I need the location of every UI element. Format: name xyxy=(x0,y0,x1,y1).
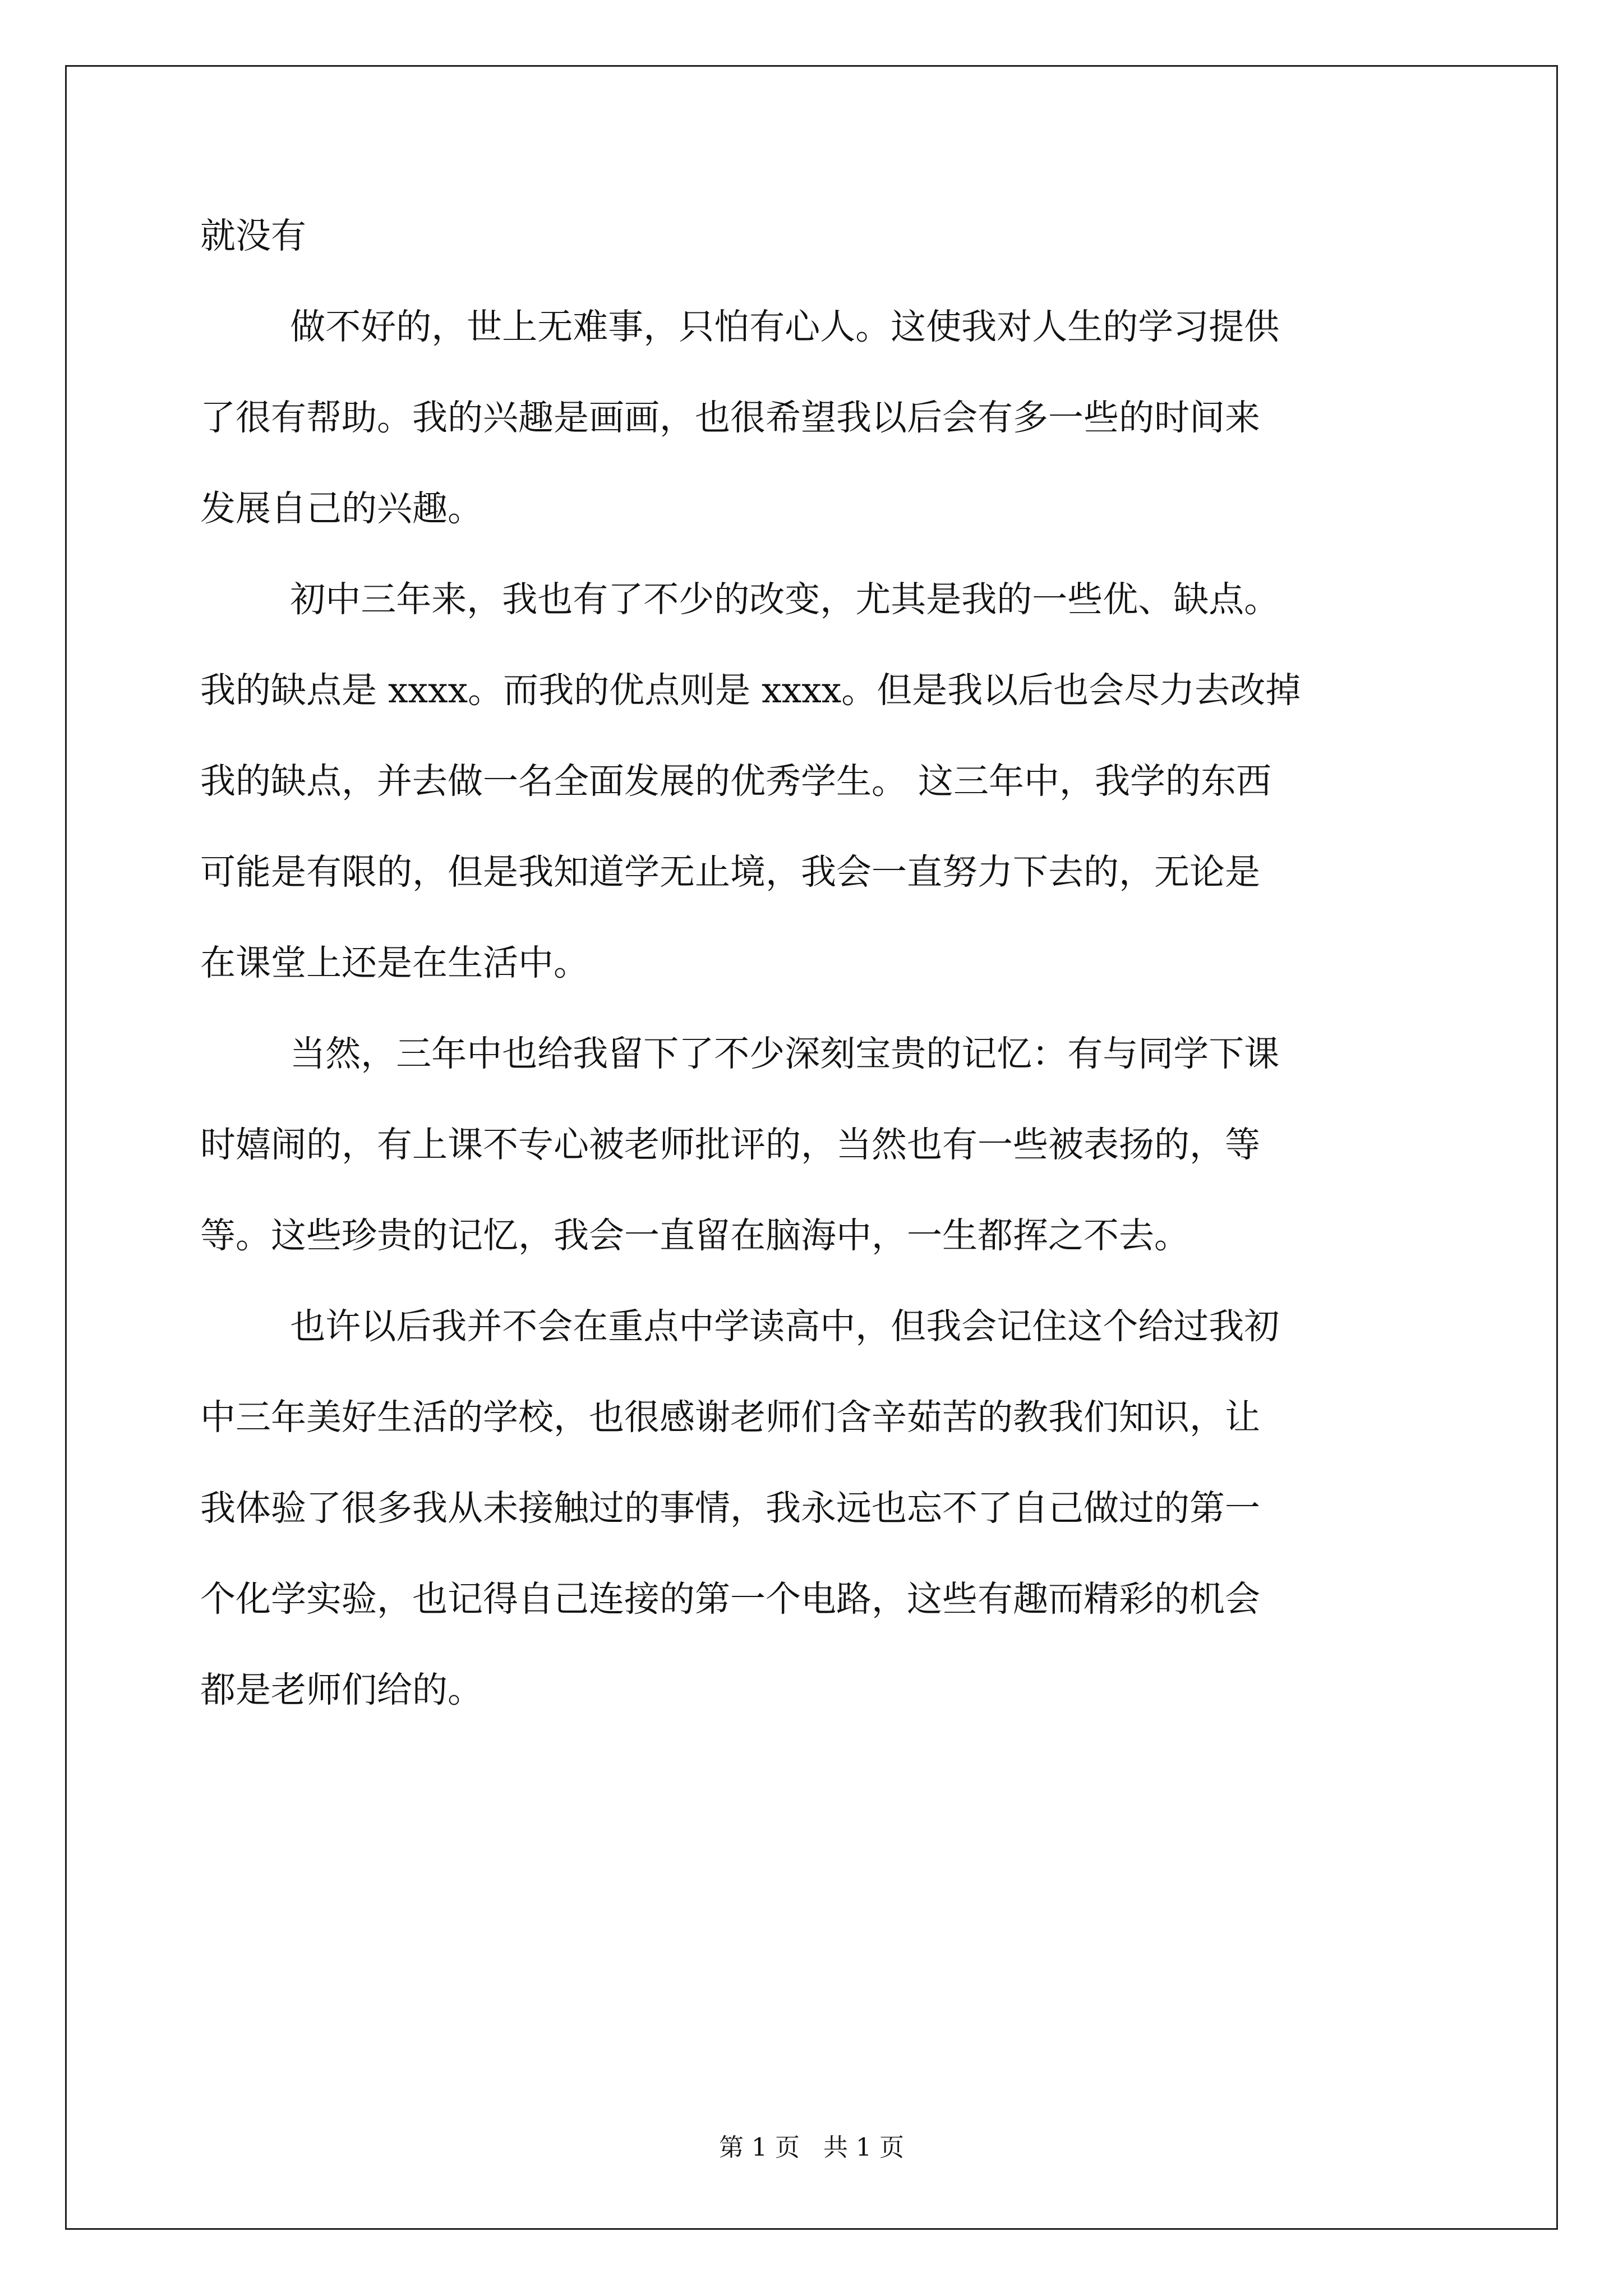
text-line: 当然，三年中也给我留下了不少深刻宝贵的记忆：有与同学下课 xyxy=(200,1033,1280,1074)
text-line: 做不好的，世上无难事，只怕有心人。这使我对人生的学习提供 xyxy=(200,306,1280,347)
text-line: 等。这些珍贵的记忆，我会一直留在脑海中，一生都挥之不去。 xyxy=(200,1215,1189,1256)
text-line: 了很有帮助。我的兴趣是画画，也很希望我以后会有多一些的时间来 xyxy=(200,397,1260,438)
text-line: 也许以后我并不会在重点中学读高中，但我会记住这个给过我初 xyxy=(200,1306,1280,1347)
page-footer: 第 1 页 共 1 页 xyxy=(719,2133,904,2162)
text-line: 初中三年来，我也有了不少的改变，尤其是我的一些优、缺点。 xyxy=(200,579,1280,620)
text-line: 时嬉闹的，有上课不专心被老师批评的，当然也有一些被表扬的，等 xyxy=(200,1124,1260,1165)
text-line: 我的缺点是 xxxx。而我的优点则是 xxxx。但是我以后也会尽力去改掉 xyxy=(200,670,1301,711)
text-line: 在课堂上还是在生活中。 xyxy=(200,942,589,983)
text-line: 可能是有限的，但是我知道学无止境，我会一直努力下去的，无论是 xyxy=(200,852,1260,892)
text-line: 都是老师们给的。 xyxy=(200,1669,483,1710)
document-body xyxy=(200,213,1434,1758)
text-line: 我体验了很多我从未接触过的事情，我永远也忘不了自己做过的第一 xyxy=(200,1488,1260,1529)
text-line: 中三年美好生活的学校，也很感谢老师们含辛茹苦的教我们知识，让 xyxy=(200,1397,1260,1438)
text-line: 就没有 xyxy=(200,215,306,256)
text-line: 我的缺点，并去做一名全面发展的优秀学生。 这三年中，我学的东西 xyxy=(200,761,1272,802)
text-line: 发展自己的兴趣。 xyxy=(200,488,483,529)
text-line: 个化学实验，也记得自己连接的第一个电路，这些有趣而精彩的机会 xyxy=(200,1579,1260,1619)
